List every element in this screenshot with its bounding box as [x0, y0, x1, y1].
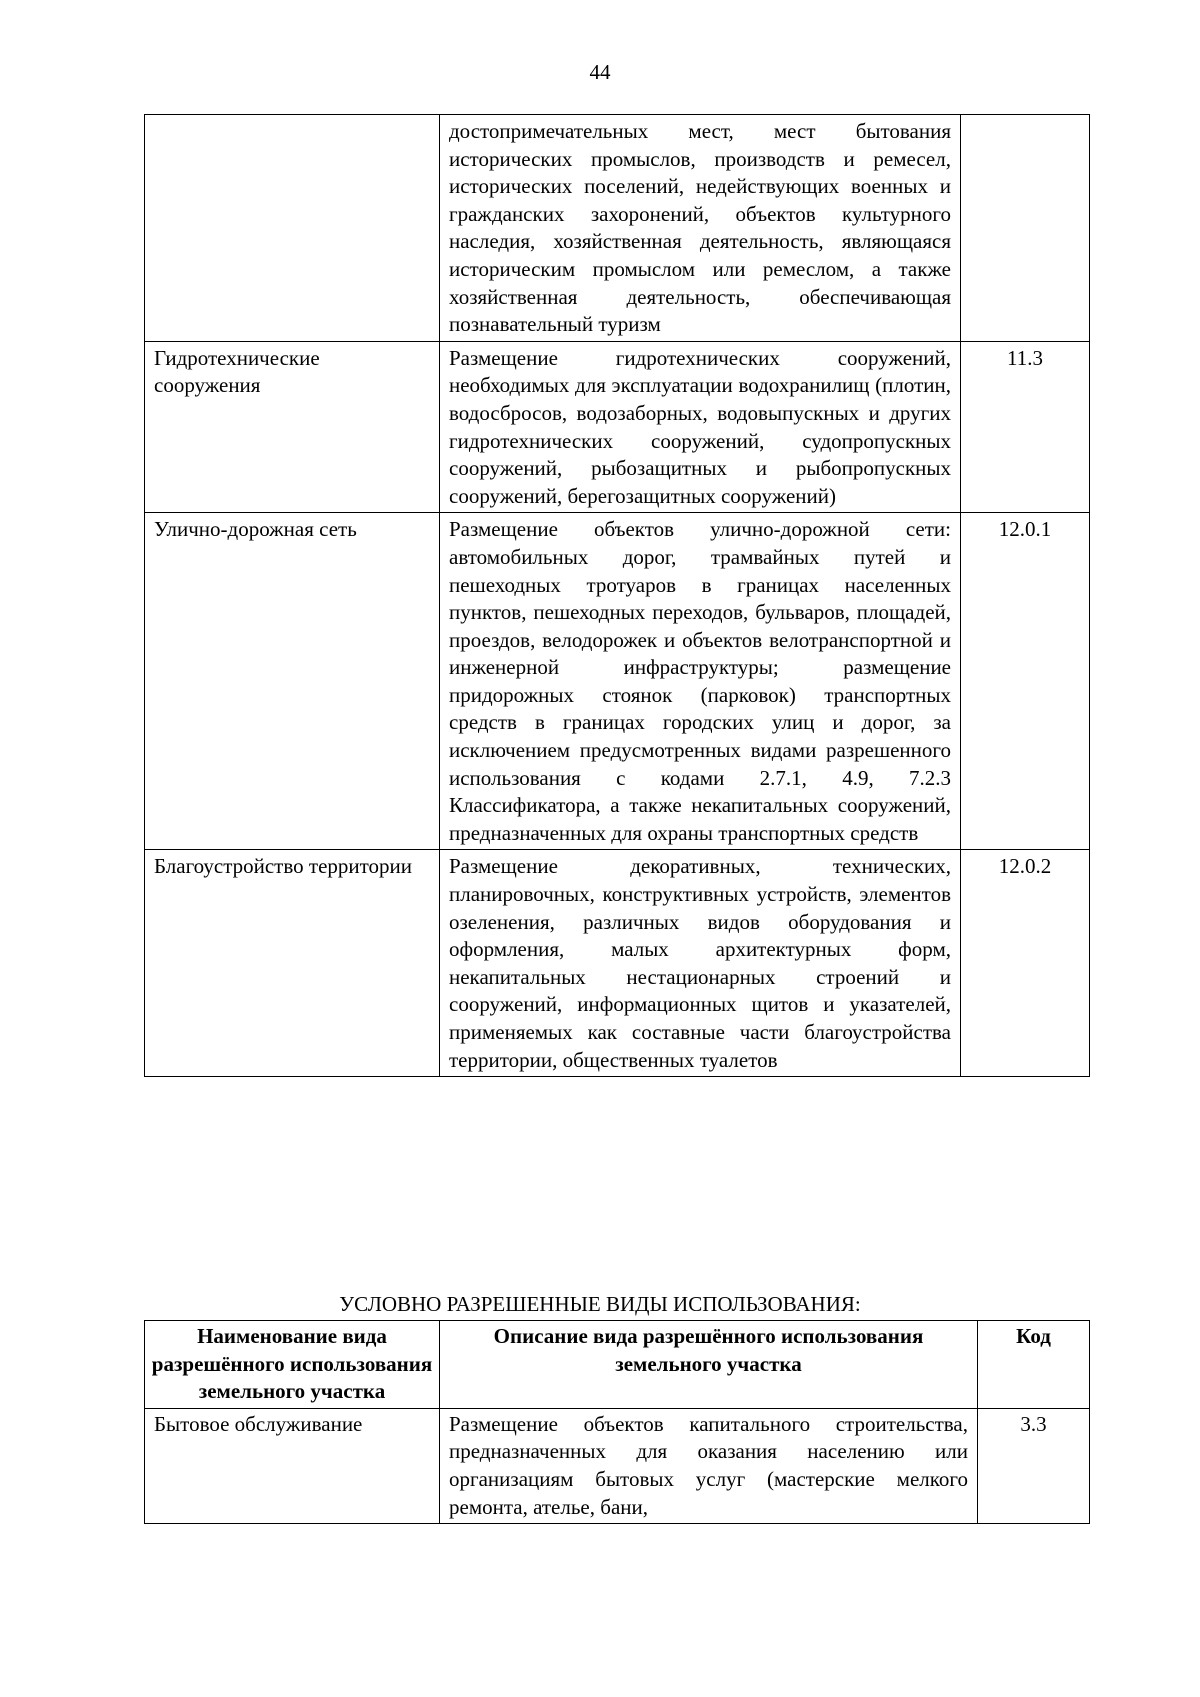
use-code-cell: 11.3	[961, 341, 1090, 513]
use-description-cell: Размещение объектов улично-дорожной сети: автомобильных дорог, трамвайных путей и пешеходных тротуаров в границах населенных пунктов, пешеходных переходов, бульваров, площадей, проездов, велодорожек и объектов велотранспортной и инженерной инфраструктуры; размещение придорожных стоянок (парковок) транспортных средств в границах городских улиц и дорог, за исключением предусмотренных видами разрешенного использования с кодами 2.7.1, 4.9, 7.2.3 Классификатора, а также некапитальных сооружений, предназначенных для охраны транспортных средств	[440, 513, 961, 850]
use-description-cell: Размещение объектов капитального строительства, предназначенных для оказания населению или организациям бытовых услуг (мастерские мелкого ремонта, ателье, бани,	[440, 1408, 978, 1523]
use-code-cell: 12.0.2	[961, 850, 1090, 1077]
table-row	[145, 115, 1090, 342]
conditional-uses-table	[144, 1320, 1090, 1524]
use-code-cell	[961, 115, 1090, 342]
table-row	[145, 850, 1090, 1077]
use-name-cell: Благоустройство территории	[145, 850, 440, 1077]
use-description-cell: Размещение декоративных, технических, планировочных, конструктивных устройств, элементов озеленения, различных видов оборудования и оформления, малых архитектурных форм, некапитальных нестационарных строений и сооружений, информационных щитов и указателей, применяемых как составные части благоустройства территории, общественных туалетов	[440, 850, 961, 1077]
use-name-cell	[145, 115, 440, 342]
table-row	[145, 513, 1090, 850]
use-name-cell: Улично-дорожная сеть	[145, 513, 440, 850]
page-number: 44	[589, 60, 611, 84]
table-header-row	[145, 1321, 1090, 1409]
table-row	[145, 341, 1090, 513]
use-name-cell: Бытовое обслуживание	[145, 1408, 440, 1523]
permitted-uses-table	[144, 114, 1090, 1077]
use-description-cell: достопримечательных мест, мест бытования исторических промыслов, производств и ремесел, исторических поселений, недействующих военных и гражданских захоронений, объектов культурного наследия, хозяйственная деятельность, являющаяся историческим промыслом или ремеслом, а также хозяйственная деятельность, обеспечивающая познавательный туризм	[440, 115, 961, 342]
use-description-cell: Размещение гидротехнических сооружений, необходимых для эксплуатации водохранилищ (плотин, водосбросов, водозаборных, водовыпускных и других гидротехнических сооружений, судопропускных сооружений, рыбозащитных и рыбопропускных сооружений, берегозащитных сооружений)	[440, 341, 961, 513]
use-code-cell: 3.3	[978, 1408, 1090, 1523]
table-row	[145, 1408, 1090, 1523]
section-heading: УСЛОВНО РАЗРЕШЕННЫЕ ВИДЫ ИСПОЛЬЗОВАНИЯ:	[339, 1292, 861, 1316]
header-name: Наименование вида разрешённого использования земельного участка	[145, 1321, 440, 1409]
header-description: Описание вида разрешённого использования земельного участка	[440, 1321, 978, 1409]
use-code-cell: 12.0.1	[961, 513, 1090, 850]
header-code: Код	[978, 1321, 1090, 1409]
use-name-cell: Гидротехнические сооружения	[145, 341, 440, 513]
